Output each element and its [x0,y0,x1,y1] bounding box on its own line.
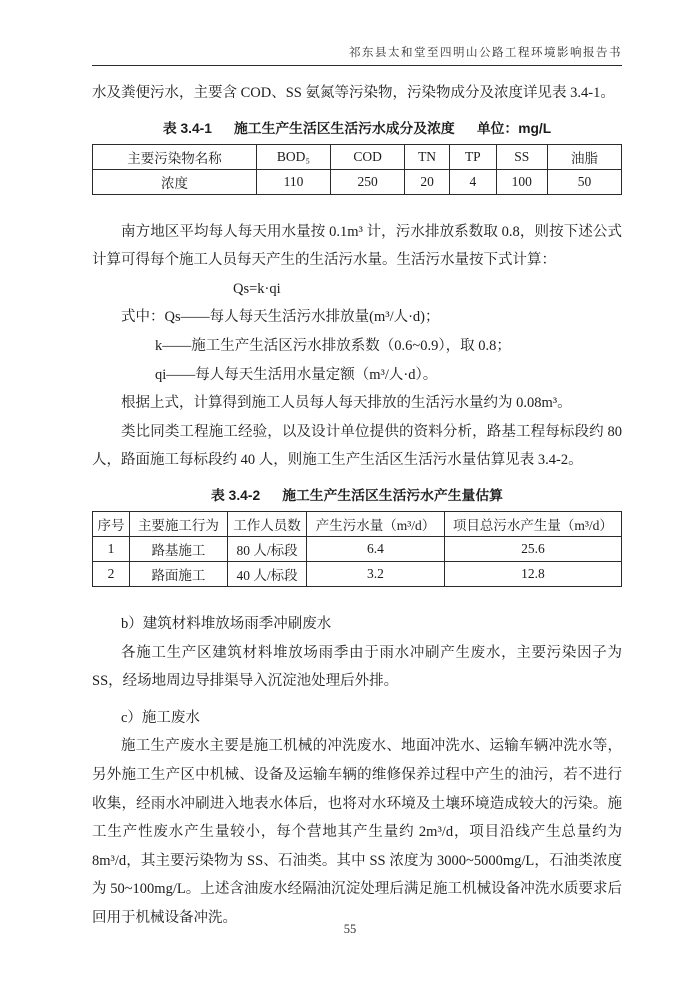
table-row [93,536,622,561]
table-cell: 6.4 [307,536,445,561]
table-header-cell: BOD₅ [257,144,331,169]
table-cell: 100 [496,169,547,194]
table-row [93,169,622,194]
table-header-cell: 项目总污水产生量（m³/d） [444,511,621,536]
formula-where-k: k——施工生产生活区污水排放系数（0.6~0.9），取 0.8； [155,337,511,354]
table1-caption-label: 表 3.4-1 [162,120,212,136]
table-cell: 40 人/标段 [227,561,306,586]
section-c-paragraph: 施工生产废水主要是施工机械的冲洗废水、地面冲洗水、运输车辆冲洗水等，另外施工生产区中机械、设备及运输车辆的维修保养过程中产生的油污，若不进行收集，经雨水冲刷进入地表水体后，也将对水环境及土壤环境造成较大的污染。施工生产性废水产生量较小，每个营地其产生量约 2m³/d，项目沿线产生总量约为 8m³/d，其主要污染物为 SS、石油类。其中 SS 浓度为 3000~5000mg/L，石油类浓度为 50~100mg/L。上述含油废水经隔油沉淀处理后满足施工机械设备冲洗水质要求后回用于机械设备冲洗。 [92,738,622,926]
table-header-row [93,511,622,536]
table-header-cell: 工作人员数 [227,511,306,536]
formula-where-qs: 式中：Qs——每人每天生活污水排放量(m³/人·d)； [121,309,440,326]
table-wastewater-estimate [92,511,622,587]
table-cell: 1 [93,536,130,561]
section-b-paragraph: 各施工生产区建筑材料堆放场雨季由于雨水冲刷产生废水，主要污染因子为 SS，经场地周边导排渠导入沉淀池处理后外排。 [92,644,622,690]
table-cell: 25.6 [444,536,621,561]
table-header-cell: 油脂 [547,144,621,169]
table-cell: 80 人/标段 [227,536,306,561]
table-pollutant-concentration [92,144,622,195]
document-body [92,79,622,932]
section-b-heading: b）建筑材料堆放场雨季冲刷废水 [121,615,332,632]
table2-caption [92,484,622,504]
paragraph-result: 根据上式，计算得到施工人员每人每天排放的生活污水量约为 0.08m³。 [121,395,572,412]
table-header-cell: TP [450,144,497,169]
table1-caption [92,117,622,137]
paragraph-water-usage: 南方地区平均每人每天用水量按 0.1m³ 计，污水排放系数取 0.8，则按下述公式计算可得每个施工人员每天产生的生活污水量。生活污水量按下式计算： [92,223,622,269]
table-header-cell: 主要污染物名称 [93,144,257,169]
table-header-cell: SS [496,144,547,169]
section-c-heading: c）施工废水 [121,709,200,726]
table1-caption-unit: 单位：mg/L [476,120,552,136]
table-header-row [93,144,622,169]
table-header-cell: 产生污水量（m³/d） [307,511,445,536]
table-cell: 2 [93,561,130,586]
paragraph-analogy: 类比同类工程施工经验，以及设计单位提供的资料分析，路基工程每标段约 80 人，路面施工每标段约 40 人，则施工生产生活区生活污水量估算见表 3.4-2。 [92,423,622,469]
formula-where-qi: qi——每人每天生活用水量定额（m³/人·d）。 [155,366,438,383]
paragraph-intro: 水及粪便污水，主要含 COD、SS 氨氮等污染物，污染物成分及浓度详见表 3.4-1。 [92,85,615,101]
table-header-cell: 序号 [93,511,130,536]
table-cell: 路基施工 [130,536,228,561]
table-header-cell: 主要施工行为 [130,511,228,536]
table-cell: 250 [331,169,405,194]
table2-caption-label: 表 3.4-2 [211,487,261,503]
table-cell: 浓度 [93,169,257,194]
table1-caption-title: 施工生产生活区生活污水成分及浓度 [233,120,455,136]
page-number: 55 [343,922,357,936]
table-header-cell: TN [405,144,450,169]
table-cell: 12.8 [444,561,621,586]
table-cell: 4 [450,169,497,194]
table-cell: 20 [405,169,450,194]
formula: Qs=k·qi [233,280,281,297]
table-cell: 路面施工 [130,561,228,586]
table-header-cell: COD [331,144,405,169]
table-row [93,561,622,586]
table2-caption-title: 施工生产生活区生活污水产生量估算 [282,487,503,503]
table-cell: 110 [257,169,331,194]
table-cell: 50 [547,169,621,194]
running-header-title: 祁东县太和堂至四明山公路工程环境影响报告书 [92,44,622,66]
table-cell: 3.2 [307,561,445,586]
